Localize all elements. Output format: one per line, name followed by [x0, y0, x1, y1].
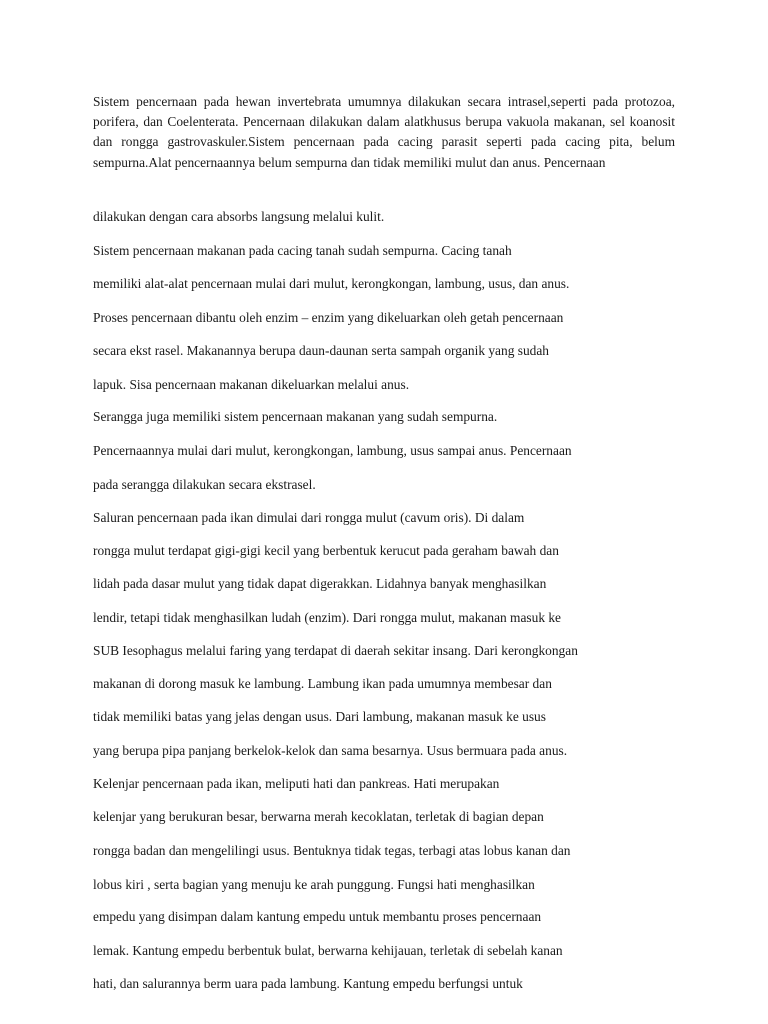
text-line: rongga badan dan mengelilingi usus. Bentuknya tidak tegas, terbagi atas lobus kanan dan	[93, 843, 571, 858]
text-line: lidah pada dasar mulut yang tidak dapat digerakkan. Lidahnya banyak menghasilkan	[93, 576, 547, 591]
text-line: SUB Iesophagus melalui faring yang terdapat di daerah sekitar insang. Dari kerongkongan	[93, 643, 578, 658]
text-line: lemak. Kantung empedu berbentuk bulat, berwarna kehijauan, terletak di sebelah kanan	[93, 943, 563, 958]
intro-paragraph: Sistem pencernaan pada hewan invertebrata umumnya dilakukan secara intrasel,seperti pada protozoa, porifera, dan Coelenterata. Pencernaan dilakukan dalam alatkhusus berupa vakuola makanan, sel koanosit dan rongga gastrovaskuler.Sistem pencernaan pada cacing parasit seperti pada cacing pita, belum sempurna.Alat pencernaannya belum sempurna dan tidak memiliki mulut dan anus. Pencernaan	[93, 94, 675, 170]
text-line: Saluran pencernaan pada ikan dimulai dari rongga mulut (cavum oris). Di dalam	[93, 510, 525, 525]
text-line: dilakukan dengan cara absorbs langsung melalui kulit.	[93, 209, 385, 224]
text-line: hati, dan salurannya berm uara pada lambung. Kantung empedu berfungsi untuk	[93, 976, 523, 991]
text-line: pada serangga dilakukan secara ekstrasel.	[93, 477, 316, 492]
text-line: rongga mulut terdapat gigi-gigi kecil yang berbentuk kerucut pada geraham bawah dan	[93, 543, 559, 558]
text-line: yang berupa pipa panjang berkelok-kelok dan sama besarnya. Usus bermuara pada anus.	[93, 743, 568, 758]
text-line: Sistem pencernaan makanan pada cacing tanah sudah sempurna. Cacing tanah	[93, 243, 512, 258]
text-line: empedu yang disimpan dalam kantung empedu untuk membantu proses pencernaan	[93, 909, 542, 924]
text-line: secara ekst rasel. Makanannya berupa daun-daunan serta sampah organik yang sudah	[93, 343, 549, 358]
text-line: Pencernaannya mulai dari mulut, kerongkongan, lambung, usus sampai anus. Pencernaan	[93, 443, 572, 458]
text-line: Serangga juga memiliki sistem pencernaan makanan yang sudah sempurna.	[93, 409, 498, 424]
text-line: kelenjar yang berukuran besar, berwarna merah kecoklatan, terletak di bagian depan	[93, 809, 544, 824]
text-line: lapuk. Sisa pencernaan makanan dikeluarkan melalui anus.	[93, 377, 410, 392]
text-line: memiliki alat-alat pencernaan mulai dari mulut, kerongkongan, lambung, usus, dan anus.	[93, 276, 570, 291]
text-line: Kelenjar pencernaan pada ikan, meliputi hati dan pankreas. Hati merupakan	[93, 776, 500, 791]
text-line: lobus kiri , serta bagian yang menuju ke arah punggung. Fungsi hati menghasilkan	[93, 877, 535, 892]
text-line: Proses pencernaan dibantu oleh enzim – enzim yang dikeluarkan oleh getah pencernaan	[93, 310, 564, 325]
text-line: tidak memiliki batas yang jelas dengan usus. Dari lambung, makanan masuk ke usus	[93, 709, 546, 724]
text-line: lendir, tetapi tidak menghasilkan ludah (enzim). Dari rongga mulut, makanan masuk ke	[93, 610, 561, 625]
text-line: makanan di dorong masuk ke lambung. Lambung ikan pada umumnya membesar dan	[93, 676, 552, 691]
